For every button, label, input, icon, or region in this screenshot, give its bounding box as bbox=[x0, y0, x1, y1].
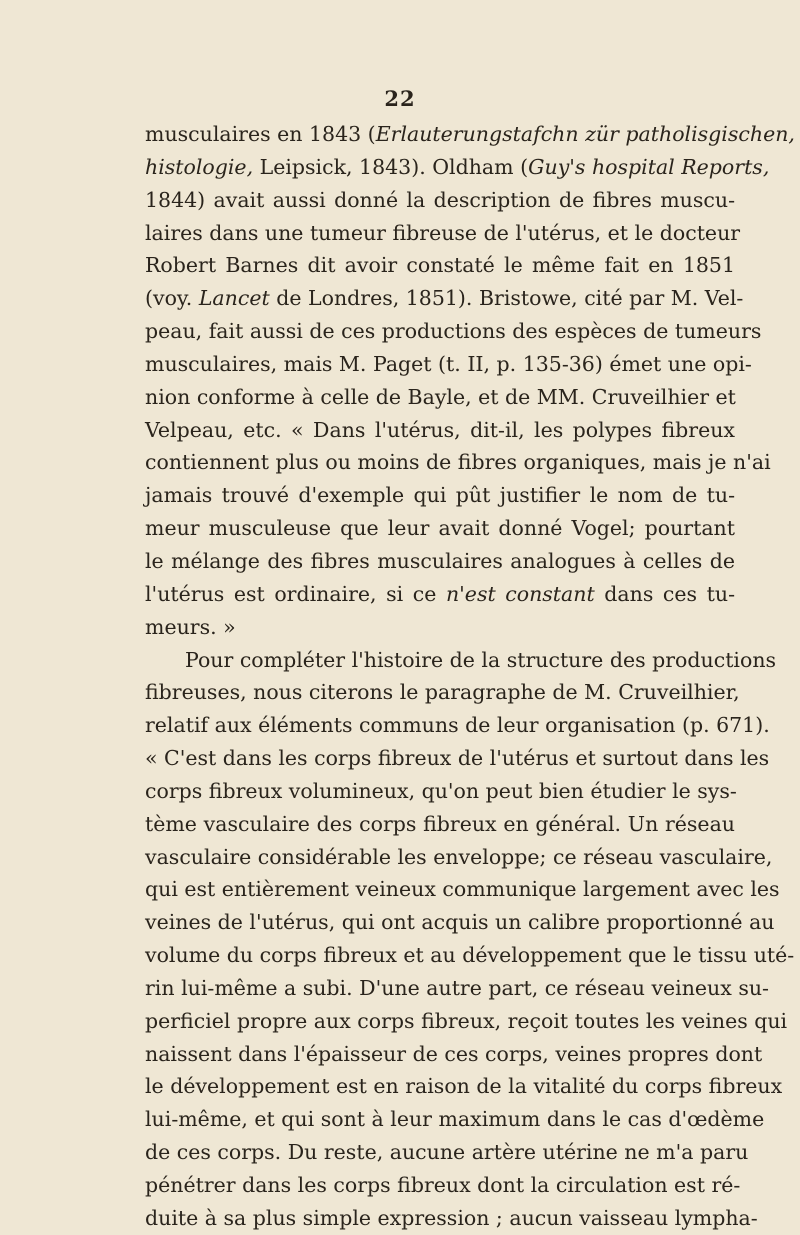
text-line bbox=[145, 676, 740, 709]
text-line bbox=[145, 578, 735, 611]
text-run: vasculaire considérable les enveloppe; ce réseau vasculaire, bbox=[145, 844, 773, 869]
text-run: Robert Barnes dit avoir constaté le même fait en 1851 bbox=[145, 253, 735, 278]
text-line bbox=[145, 282, 744, 315]
text-run: relatif aux éléments communs de leur organisation (p. 671). bbox=[145, 713, 770, 738]
text-run: dans ces tu- bbox=[594, 581, 735, 606]
text-run: nion conforme à celle de Bayle, et de MM. Cruveilhier et bbox=[145, 384, 736, 409]
text-line bbox=[145, 151, 770, 184]
text-run: duite à sa plus simple expression ; aucun vaisseau lympha- bbox=[145, 1205, 758, 1230]
text-line bbox=[145, 906, 775, 939]
text-line bbox=[145, 512, 735, 545]
text-run: « C'est dans les corps fibreux de l'utérus et surtout dans les bbox=[145, 746, 770, 771]
text-line bbox=[145, 348, 752, 381]
text-line bbox=[145, 1202, 758, 1235]
text-run: meur musculeuse que leur avait donné Vogel; pourtant bbox=[145, 516, 735, 541]
text-run: laires dans une tumeur fibreuse de l'utérus, et le docteur bbox=[145, 220, 741, 245]
text-line bbox=[145, 808, 735, 841]
text-run: jamais trouvé d'exemple qui pût justifier le nom de tu- bbox=[145, 483, 735, 508]
text-line bbox=[145, 972, 769, 1005]
body-text bbox=[145, 118, 795, 1235]
text-line bbox=[145, 742, 770, 775]
text-line bbox=[145, 249, 735, 282]
text-run: l'utérus est ordinaire, si ce bbox=[145, 581, 446, 606]
text-line bbox=[145, 1169, 741, 1202]
text-line bbox=[145, 775, 735, 808]
text-run: meurs. » bbox=[145, 614, 236, 639]
text-line bbox=[145, 446, 771, 479]
text-line bbox=[145, 479, 735, 512]
text-run: contiennent plus ou moins de fibres organiques, mais je n'ai bbox=[145, 450, 771, 475]
text-run: le développement est en raison de la vitalité du corps fibreux bbox=[145, 1074, 783, 1099]
text-run: Pour compléter l'histoire de la structure des productions bbox=[185, 647, 777, 672]
italic-text: n'est constant bbox=[445, 581, 595, 606]
text-run: Leipsick, 1843). Oldham ( bbox=[253, 154, 529, 179]
text-line bbox=[145, 414, 735, 447]
page-number: 22 bbox=[384, 86, 416, 111]
text-run: (voy. bbox=[145, 286, 199, 311]
text-run: de ces corps. Du reste, aucune artère utérine ne m'a paru bbox=[145, 1140, 749, 1165]
text-line bbox=[145, 1136, 749, 1169]
text-run: le mélange des fibres musculaires analogues à celles de bbox=[145, 548, 735, 573]
text-run: qui est entièrement veineux communique largement avec les bbox=[145, 877, 780, 902]
text-line bbox=[145, 118, 795, 151]
text-run: rin lui-même a subi. D'une autre part, ce réseau veineux su- bbox=[145, 975, 769, 1000]
text-run: Velpeau, etc. « Dans l'utérus, dit-il, les polypes fibreux bbox=[145, 417, 735, 442]
text-run: 1844) avait aussi donné la description de fibres muscu- bbox=[145, 187, 735, 212]
italic-text: Lancet bbox=[198, 286, 270, 311]
text-line bbox=[145, 873, 780, 906]
text-run: fibreuses, nous citerons le paragraphe de M. Cruveilhier, bbox=[145, 680, 740, 705]
text-line bbox=[145, 545, 735, 578]
text-run: corps fibreux volumineux, qu'on peut bien étudier le sys- bbox=[145, 778, 737, 803]
text-run: tème vasculaire des corps fibreux en général. Un réseau bbox=[145, 811, 735, 836]
text-line bbox=[145, 1103, 765, 1136]
italic-text: Erlauterungstafchn zür patholisgischen, bbox=[375, 122, 795, 146]
text-run: pénétrer dans les corps fibreux dont la circulation est ré- bbox=[145, 1173, 741, 1197]
text-run: peau, fait aussi de ces productions des espèces de tumeurs bbox=[145, 319, 762, 344]
text-line bbox=[145, 644, 777, 677]
text-line bbox=[145, 1070, 783, 1103]
text-line bbox=[145, 1038, 763, 1071]
text-run: musculaires, mais M. Paget (t. II, p. 135-36) émet une opi- bbox=[145, 351, 752, 376]
text-line bbox=[145, 611, 735, 644]
text-run: de Londres, 1851). Bristowe, cité par M. Vel- bbox=[269, 286, 744, 311]
text-run: volume du corps fibreux et au développement que le tissu uté- bbox=[145, 943, 795, 968]
text-line bbox=[145, 184, 735, 217]
italic-text: histologie, bbox=[145, 154, 254, 179]
text-line bbox=[145, 217, 741, 250]
text-line bbox=[145, 1005, 788, 1038]
text-run: lui-même, et qui sont à leur maximum dans le cas d'œdème bbox=[145, 1107, 765, 1132]
text-line bbox=[145, 709, 770, 742]
text-line bbox=[145, 381, 735, 414]
text-line bbox=[145, 315, 762, 348]
text-line bbox=[145, 939, 795, 972]
text-line bbox=[145, 841, 773, 874]
italic-text: Guy's hospital Reports, bbox=[528, 154, 770, 179]
text-run: veines de l'utérus, qui ont acquis un calibre proportionné au bbox=[145, 910, 775, 935]
text-run: musculaires en 1843 ( bbox=[145, 122, 376, 146]
text-run: perficiel propre aux corps fibreux, reçoit toutes les veines qui bbox=[145, 1008, 788, 1033]
text-run: naissent dans l'épaisseur de ces corps, veines propres dont bbox=[145, 1041, 763, 1066]
